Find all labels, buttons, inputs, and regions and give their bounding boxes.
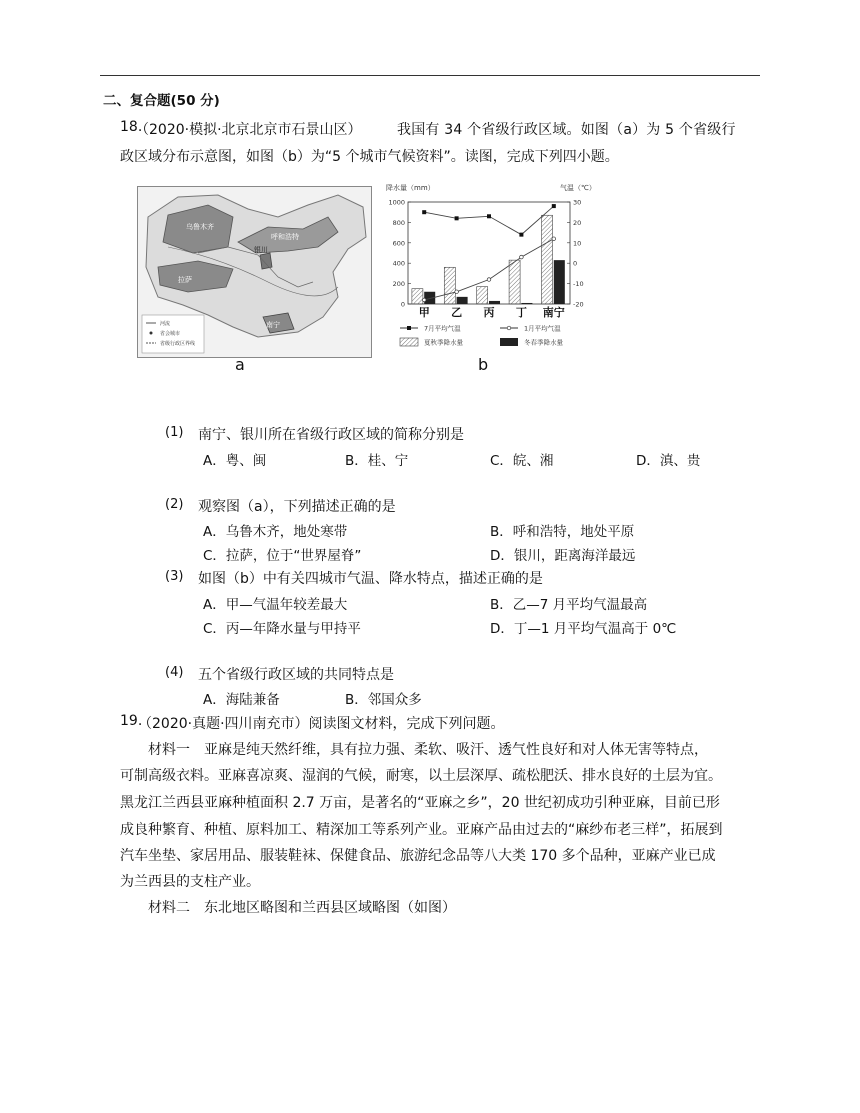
option-b: B．邻国众多 <box>345 692 422 708</box>
label-nanning: 南宁 <box>266 321 280 329</box>
option-b: B．桂、宁 <box>345 453 409 469</box>
bar-winter-spring <box>554 260 565 304</box>
option-a: A．海陆兼备 <box>203 692 280 708</box>
figure-b-caption: b <box>478 355 489 374</box>
subquestion-text: 南宁、银川所在省级行政区域的简称分别是 <box>198 427 464 443</box>
option-b: B．乙—7 月平均气温最高 <box>490 597 648 613</box>
question-stem: 我国有 34 个省级行政区域。如图（a）为 5 个省级行 <box>397 122 736 138</box>
subquestion-number: (3) <box>165 569 184 584</box>
subquestion-text: 如图（b）中有关四城市气温、降水特点，描述正确的是 <box>198 571 543 587</box>
jan-temp-line <box>424 239 554 300</box>
jan-temp-point <box>455 290 459 294</box>
option-c: C．皖、湘 <box>490 453 554 469</box>
material1-line: 黑龙江兰西县亚麻种植面积 2.7 万亩，是著名的“亚麻之乡”，20 世纪初成功引种亚麻，目前已形 <box>120 795 720 811</box>
option-c: C．拉萨，位于“世界屋脊” <box>203 548 362 564</box>
section-divider <box>100 75 760 76</box>
y-tick-label-right: 0 <box>573 259 578 268</box>
y-tick-label-left: 1000 <box>388 198 405 207</box>
label-lhasa: 拉萨 <box>178 276 192 284</box>
legend-jan-marker <box>507 326 511 330</box>
left-axis-label: 降水量（mm） <box>386 184 435 192</box>
legend-winter-swatch <box>500 338 518 346</box>
bar-winter-spring <box>521 303 532 304</box>
legend-winter-label: 冬春季降水量 <box>524 338 563 347</box>
y-tick-label-right: -10 <box>573 280 584 289</box>
legend-summer-swatch <box>400 338 418 346</box>
july-temp-point <box>455 216 459 220</box>
material1-line: 可制高级衣料。亚麻喜凉爽、湿润的气候，耐寒，以土层深厚、疏松肥沃、排水良好的土层为宜。 <box>120 768 722 784</box>
jan-temp-point <box>552 237 556 241</box>
label-yinchuan: 银川 <box>254 246 268 254</box>
y-tick-label-right: 30 <box>573 198 582 207</box>
svg-text:省会城市: 省会城市 <box>160 331 181 337</box>
x-category-label: 甲 <box>418 306 430 319</box>
material1-line: 为兰西县的支柱产业。 <box>120 874 260 890</box>
bar-summer-autumn <box>412 289 423 304</box>
question-number: 19. <box>120 713 143 729</box>
legend-summer-label: 夏秋季降水量 <box>424 338 463 347</box>
legend-jan-label: 1月平均气温 <box>524 324 561 333</box>
subquestion-number: (2) <box>165 497 184 512</box>
option-d: D．滇、贵 <box>636 453 701 469</box>
july-temp-point <box>487 214 491 218</box>
x-category-label: 南宁 <box>542 306 565 319</box>
y-tick-label-left: 200 <box>392 280 405 289</box>
subquestion-text: 观察图（a），下列描述正确的是 <box>198 499 396 515</box>
subquestion-number: (1) <box>165 425 184 440</box>
bar-winter-spring <box>489 301 500 304</box>
jan-temp-point <box>487 278 491 282</box>
bar-summer-autumn <box>444 267 455 304</box>
y-tick-label-left: 400 <box>392 259 405 268</box>
svg-text:河流: 河流 <box>160 321 171 327</box>
y-tick-label-left: 600 <box>392 239 405 248</box>
x-category-label: 乙 <box>451 306 463 319</box>
option-c: C．丙—年降水量与甲持平 <box>203 621 361 637</box>
question-number: 18. <box>120 119 143 135</box>
question-stem-cont: 政区域分布示意图，如图（b）为“5 个城市气候资料”。读图，完成下列四小题。 <box>120 149 619 165</box>
option-d: D．丁—1 月平均气温高于 0℃ <box>490 621 677 637</box>
legend-july-marker <box>407 326 411 330</box>
legend-july-label: 7月平均气温 <box>424 324 461 333</box>
label-urumqi: 乌鲁木齐 <box>186 223 214 231</box>
material1-line: 材料一 亚麻是纯天然纤维，具有拉力强、柔软、吸汗、透气性良好和对人体无害等特点， <box>148 742 708 758</box>
subquestion-number: (4) <box>165 665 184 680</box>
y-tick-label-right: 20 <box>573 218 582 227</box>
option-a: A．甲—气温年较差最大 <box>203 597 348 613</box>
x-category-label: 丁 <box>515 306 527 319</box>
china-map-figure <box>137 186 372 358</box>
question-stem: （2020·真题·四川南充市）阅读图文材料，完成下列问题。 <box>138 716 505 732</box>
section-title: 二、复合题(50 分) <box>103 93 220 109</box>
svg-text:省级行政区界线: 省级行政区界线 <box>160 341 196 347</box>
option-d: D．银川，距离海洋最远 <box>490 548 636 564</box>
material2-line: 材料二 东北地区略图和兰西县区域略图（如图） <box>148 900 456 916</box>
jan-temp-point <box>422 298 426 302</box>
y-tick-label-left: 800 <box>392 218 405 227</box>
subquestion-text: 五个省级行政区域的共同特点是 <box>198 667 394 683</box>
bar-winter-spring <box>457 297 468 304</box>
right-axis-label: 气温（℃） <box>560 184 596 192</box>
material1-line: 汽车坐垫、家居用品、服装鞋袜、保健食品、旅游纪念品等八大类 170 多个品种，亚麻产业已成 <box>120 848 716 864</box>
july-temp-point <box>422 210 426 214</box>
bar-summer-autumn <box>541 215 552 304</box>
china-map <box>138 187 371 357</box>
y-tick-label-left: 0 <box>400 300 405 309</box>
y-tick-label-right: 10 <box>573 239 582 248</box>
jan-temp-point <box>520 255 524 259</box>
climate-chart-figure <box>382 178 600 358</box>
option-a: A．乌鲁木齐，地处寒带 <box>203 524 348 540</box>
climate-chart <box>382 178 600 358</box>
july-temp-line <box>424 206 554 235</box>
july-temp-point <box>552 204 556 208</box>
option-a: A．粤、闽 <box>203 453 267 469</box>
july-temp-point <box>519 233 523 237</box>
figure-a-caption: a <box>235 355 245 374</box>
y-tick-label-right: -20 <box>573 300 584 309</box>
region-ningxia <box>260 253 272 269</box>
bar-summer-autumn <box>509 260 520 304</box>
label-hohhot: 呼和浩特 <box>271 233 299 241</box>
option-b: B．呼和浩特，地处平原 <box>490 524 635 540</box>
material1-line: 成良种繁育、种植、原料加工、精深加工等系列产业。亚麻产品由过去的“麻纱布老三样”，拓展到 <box>120 822 723 838</box>
bar-summer-autumn <box>477 287 488 304</box>
x-category-label: 丙 <box>483 306 495 319</box>
question-source: （2020·模拟·北京北京市石景山区） <box>135 122 362 138</box>
